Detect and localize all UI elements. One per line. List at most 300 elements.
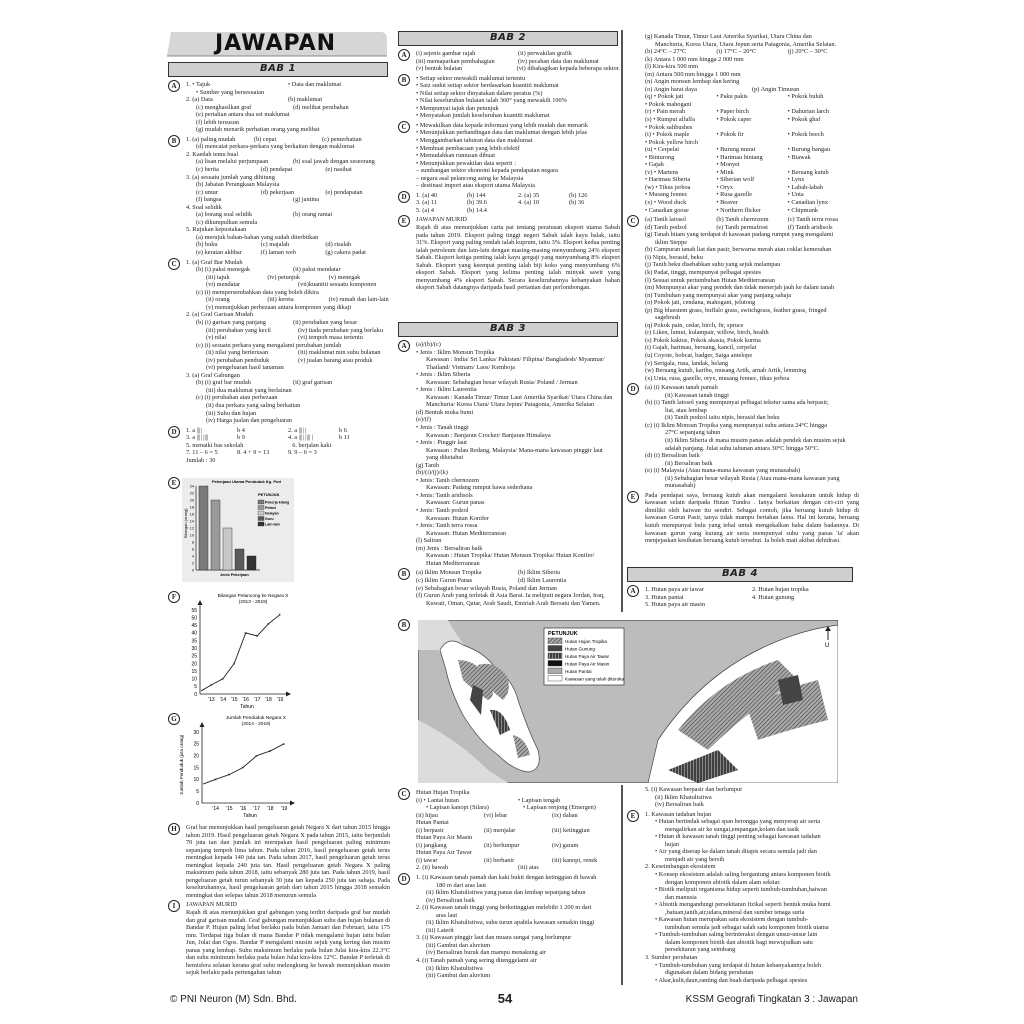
answer-text: (f) lebih tersusun: [196, 118, 240, 126]
answer-line: [168, 427, 390, 435]
answer-line: [627, 314, 859, 322]
answer-text: • Lapisan tengah: [518, 796, 561, 804]
answer-text: • Jenis : Iklim Monsun Tropika: [416, 348, 495, 356]
answer-line: [398, 137, 620, 145]
answer-line: [627, 63, 859, 71]
answer-text: (w) • Tikus jerboa: [645, 183, 691, 191]
x-tick-label: '16: [239, 806, 247, 812]
answer-text: • Setiap sektor mewakili maklumat tertentu: [416, 74, 526, 82]
answer-line: [168, 442, 390, 450]
answer-text: (iii) atas: [518, 864, 539, 872]
answer-line: [168, 166, 390, 174]
answer-text: (l) Kira-kira 500 mm: [645, 63, 698, 71]
answer-text: 7. 11 – 6 = 5: [186, 449, 218, 457]
answer-text: • Pokok mahogani: [645, 100, 692, 108]
answer-section: [398, 50, 620, 73]
y-tick-label: 4: [191, 554, 194, 559]
answer-text: • Lynx: [787, 176, 805, 184]
answer-line: [627, 299, 859, 307]
answer-line: [398, 160, 620, 168]
answer-paragraph: Graf bar menunjukkan hasil pengeluaran getah Negara X dari tahun 2015 hingga tahun 2019. Hasil pengeluaran getah Negara X pada tahun 2015, iaitu berjumlah 70 juta tan dan jumlah ini merupakan hasil pengeluaran paling minimum sepanjang tempoh lima tahun. Pada tahun 2016, hasil pengeluaran getah terus meningkat kepada 140 juta tan. Pada tahun 2017, hasil pengeluaran getah terus meningkat kepada 240 juta tan. Hasil pengeluaran getah Negara X paling maksimum pada tahun 2018, iaitu sebanyak 280 juta tan. Pada tahun 2019, hasil pengeluaran getah turun sebanyak 30 juta tan kepada 250 juta tan sahaja. Pada keseluruhannya, hasil pengeluaran getah dari tahun 2015 hingga 2018 semakin meningkat dan selepas tahun 2018 menurun semula: [186, 824, 390, 899]
answer-text: (ii) Iklim Siberia di mana musim panas adalah pendek dan musim sejuk: [665, 436, 846, 444]
answer-line: [398, 842, 620, 850]
answer-text: 4. a |||| |||| |: [288, 434, 314, 442]
answer-text: (g) Kanada Timur, Timur Laut Amerika Syarikat, Utara China dan: [645, 33, 812, 40]
answer-line: [627, 969, 859, 977]
answer-text: [788, 161, 859, 169]
answer-line: [627, 863, 859, 871]
answer-line: [398, 207, 620, 215]
legend-label: Pekerja kilang: [265, 500, 290, 505]
answer-text: (iii) memaparkan pembahagian: [416, 57, 495, 65]
answer-line: [398, 965, 620, 973]
answer-line: [168, 357, 390, 365]
answer-text: (e) pertalian antara dua set maklumat: [196, 111, 290, 119]
section-letter: E: [627, 491, 639, 503]
answer-text: • Chipmunk: [787, 206, 819, 214]
answer-text: (iv) petunjuk: [267, 273, 301, 281]
answer-text: (iv) Bersaliran buruk dan mampu menakung air: [426, 949, 546, 957]
answer-text: • Saiz sudut setiap sektor berdasarkan kuantiti maklumat: [416, 82, 559, 90]
answer-text: • Hutan di kawasan tanah tinggi penting sebagai kawasan tadahan: [655, 833, 821, 841]
answer-section: [398, 874, 620, 980]
answer-text: • Menggambarkan taburan data dan maklumat: [416, 137, 533, 145]
data-point: ×: [227, 772, 231, 778]
answer-text: • Hutan bertindak sebagai span berongga yang menyerap air serta: [655, 818, 820, 826]
answer-line: [627, 239, 859, 247]
answer-text: tumbuhan semula jadi sebagai salah satu komponen biotik utama: [665, 923, 829, 931]
answer-text: (ii) Iklim Khatulistiwa yang panas dan lembap sepanjang tahun: [426, 889, 586, 897]
y-tick-label: 30: [191, 645, 197, 652]
y-tick-label: 12: [189, 526, 194, 531]
answer-text: (ii) perwakilan grafik: [518, 50, 572, 57]
answer-line: [398, 499, 620, 507]
answer-line: [398, 447, 620, 455]
answer-text: (b) Iklim Siberia: [518, 569, 560, 577]
answer-paragraph: Pada pendapat saya, beruang kutub akan mengalami kesukaran untuk hidup di kawasan selain daripada Hutan Tundra . Ianya berkaitan dengan ciri-ciri yang dimiliki oleh haiwan itu sendiri. Sebagai contoh, jika beruang kutub hidup di kawasan Gurun Pasir, ianya tidak mampu bertahan lama. Hal ini kerana, beruang kutub mempunyai bulu yang tebal untuk mengekalkan haba dalam badannya. Di kawasan gurun yang kurang air serta mempunyai suhu yang panas 'ia' akan menjejaskan kesihatan beruang kutub tersebut. Ia boleh mati akibat dehidrasi.: [645, 491, 859, 545]
answer-text: • Membuat pembacaan yang lebih efektif: [416, 144, 520, 152]
answer-text: (iii) tajuk: [206, 273, 230, 281]
section-letter: D: [168, 426, 180, 438]
answer-line: [627, 437, 859, 445]
answer-text: (v) bentuk bulatan: [416, 65, 463, 73]
answer-text: 4. (i) Tanah pamah yang sering ditenggelami air: [416, 957, 537, 965]
y-tick-label: 22: [189, 491, 194, 496]
answer-text: (iv) tiada perubahan yang berlaku: [298, 326, 383, 334]
bar-chart: [182, 478, 294, 582]
section-letter: B: [398, 74, 410, 86]
answer-text: (ii) Kawasan tanah tinggi: [665, 391, 729, 399]
legend-label: Hutan Hujan Tropika: [565, 639, 607, 644]
svg-text:U: U: [825, 643, 830, 649]
x-axis-arrow-icon: [290, 801, 295, 806]
answer-line: [627, 445, 859, 453]
answer-text: (b) 126: [569, 191, 588, 199]
data-point: ×: [244, 630, 247, 636]
answer-text: (m) Antara 500 mm hingga 1 000 mm: [645, 70, 741, 78]
answer-line: [627, 56, 859, 64]
answer-text: • Unta: [787, 191, 804, 199]
bab1-answers-2: [168, 824, 390, 979]
answer-line: [627, 818, 859, 826]
answer-line: [168, 266, 390, 274]
answer-text: [339, 449, 390, 457]
answer-text: 3. a |||| ||||: [186, 434, 209, 442]
y-axis-arrow-icon: [200, 722, 205, 727]
x-tick-label: '14: [212, 806, 219, 812]
y-tick-label: 50: [191, 615, 197, 622]
answer-text: (iv) Harga jualan dan pengeluaran: [206, 417, 292, 425]
answer-text: (c) Iklim Gurun Panas: [416, 576, 473, 584]
answer-text: Manchuria, Korea Utara, Utara Jepun serta Patagonia, Amerika Selatan.: [655, 40, 837, 48]
answer-text: 5. (a) 4: [416, 206, 435, 214]
answer-text: • Harimau Siberia: [645, 176, 691, 184]
answer-section: [398, 216, 620, 291]
bab4-answers-c-d: [398, 789, 620, 982]
answer-line: [627, 916, 859, 924]
answer-text: • Mewakilkan data kepada informasi yang lebih mudah dan menarik: [416, 121, 588, 129]
answer-line: [398, 492, 620, 500]
line-chart: [178, 714, 298, 819]
answer-text: 2. (a) Data: [186, 96, 213, 104]
answer-line: [627, 886, 859, 894]
answer-text: • Kawasan hutan merupakan satu ekosistem dengan tumbuh-: [655, 916, 809, 924]
answer-text: (iv) perubahan penduduk: [206, 356, 270, 364]
answer-text: (vi) dibahagikan kepada beberapa sektor.: [516, 65, 620, 73]
section-letter: E: [627, 810, 639, 822]
section-letter: D: [398, 873, 410, 885]
answer-text: (k) Padat, tinggi, mempunyai pelbagai spesies: [645, 268, 761, 276]
answer-text: (a) Tanih latosol: [645, 216, 687, 224]
answer-line: [627, 360, 859, 368]
answer-text: (b) maklumat: [288, 96, 323, 104]
answer-line: [398, 934, 620, 942]
answer-text: Kawasan: Hutan Konifer: [426, 514, 489, 522]
answer-line: [168, 143, 390, 151]
y-tick-label: 25: [191, 653, 197, 660]
answer-text: (e) pendapatan: [325, 188, 363, 196]
column-divider: [621, 30, 623, 612]
answer-text: 5. Hutan paya air masin: [645, 601, 705, 609]
answer-line: [398, 592, 620, 600]
section-letter: E: [168, 477, 180, 489]
answer-text: 8. 4 + 9 = 13: [237, 449, 270, 457]
answer-line: [627, 407, 859, 415]
answer-text: • Abiotik mengandungi persekitaran fizikal seperti bentuk muka bumi: [655, 901, 831, 909]
answer-text: 3. Hutan pantai: [645, 593, 684, 601]
answer-line: [398, 65, 620, 73]
answer-line: [627, 811, 859, 819]
answer-line: [168, 81, 390, 89]
answer-text: (vi) mendatar: [206, 281, 241, 289]
answer-line: [398, 577, 620, 585]
section-letter: A: [398, 340, 410, 352]
x-tick-label: '14: [219, 697, 227, 703]
answer-text: (b) soal jawab dengan seseorang: [293, 158, 375, 166]
answer-section: [398, 192, 620, 215]
section-letter: H: [168, 823, 180, 835]
y-tick-label: 10: [193, 777, 199, 784]
answer-text: (g) Tanah hitam yang terdapat di kawasan padang rumput yang mengalami: [645, 231, 834, 239]
answer-line: [168, 410, 390, 418]
x-tick-label: '17: [253, 806, 260, 812]
answer-text: (iii) ketinggian: [552, 826, 590, 834]
answer-line: [398, 90, 620, 98]
answer-line: [627, 801, 859, 809]
answer-text: b 11: [339, 434, 350, 442]
answer-text: • Jenis: Tanih chernozem: [416, 476, 480, 484]
answer-text: (c) (i) mempersembahkan data yang boleh dikira: [196, 288, 319, 296]
answer-line: [627, 909, 859, 917]
answer-text: Kawasan: Padang rumput hawa sederhana: [426, 484, 533, 492]
answer-line: [627, 794, 859, 802]
answer-line: [398, 904, 620, 912]
answer-section: [168, 901, 390, 976]
answer-line: [627, 277, 859, 285]
answer-text: (e) Sebahagian besar wilayah Rusia, Poland dan Jerman: [416, 584, 557, 592]
answer-line: [627, 71, 859, 79]
answer-text: • Biotik meliputi organisma hidup seperti tumbuh-tumbuhan,haiwan: [655, 886, 827, 894]
answer-text: • Oryx: [716, 183, 734, 191]
answer-text: • Canadian lynx: [787, 199, 828, 207]
y-axis-label: Jumlah Penduduk (juta orang): [179, 734, 184, 795]
answer-line: [627, 124, 859, 132]
answer-line: [398, 484, 620, 492]
answer-line: [168, 327, 390, 335]
answer-text: (t) Gajah, harimau, beruang, kancil, cerpelai: [645, 344, 757, 352]
answer-line: [627, 322, 859, 330]
answer-text: (u) • Cerpelai: [645, 146, 680, 154]
answer-text: (v) menunjukkan perbezaan antara komponen yang dikaji: [206, 303, 352, 311]
answer-line: [168, 457, 390, 465]
section-letter: A: [398, 49, 410, 61]
answer-line: [398, 454, 620, 462]
answer-text: (c) berita: [196, 166, 219, 174]
answer-text: (iii) perubahan yang kecil: [206, 326, 271, 334]
answer-text: (b) (i) graf bar mudah: [196, 379, 251, 387]
answer-line: [627, 422, 859, 430]
legend-swatch: [548, 676, 562, 682]
answer-text: Jumlah : 30: [186, 456, 216, 464]
answer-line: [627, 231, 859, 239]
y-tick-label: 10: [189, 533, 194, 538]
answer-text: 1. (a) 40: [416, 191, 438, 199]
answer-line: [168, 334, 390, 342]
answer-line: [627, 467, 859, 475]
answer-line: [627, 269, 859, 277]
answer-section: [627, 586, 859, 609]
answer-text: (r) Liken, lumut, kulampair, willow, birch, health: [645, 329, 769, 337]
x-tick-label: '17: [253, 697, 261, 703]
answer-text: 2. Keseimbangan ekosistem: [645, 863, 716, 871]
answer-text: • Jenis : Iklim Laurentia: [416, 386, 477, 394]
answer-line: [398, 182, 620, 190]
answer-line: [398, 864, 620, 872]
answer-text: 1. (a) Graf Bar Mudah: [186, 258, 243, 266]
answer-line: [627, 146, 859, 154]
bab-4-header: BAB 4: [627, 567, 853, 582]
answer-text: • Gajah: [645, 161, 664, 169]
answer-line: [627, 879, 859, 887]
answer-line: [398, 122, 620, 130]
section-letter: B: [168, 135, 180, 147]
answer-text: • Rusa gazelle: [716, 191, 753, 199]
answer-line: [398, 152, 620, 160]
section-letter: A: [168, 80, 180, 92]
answer-text: (d) Tanih podzol: [645, 223, 687, 231]
forest-map: [418, 620, 838, 783]
legend-swatch: [548, 668, 562, 674]
answer-text: liat, atau lembap: [665, 406, 707, 414]
answer-text: (iv) rumah dan lain-lain: [328, 296, 389, 304]
answer-text: (d) Bentuk muka bumi: [416, 408, 474, 416]
answer-line: [168, 434, 390, 442]
x-tick-label: '19: [276, 697, 284, 703]
chart-title: Jumlah Penduduk Negara X: [226, 716, 286, 721]
answer-section: [398, 122, 620, 190]
y-tick-label: 20: [191, 661, 197, 668]
answer-text: (c) (i) perubahan atau perbezaan: [196, 394, 278, 402]
answer-line: [168, 89, 390, 97]
answer-text: 1. (a) paling mudah: [186, 135, 236, 143]
answer-text: (iv) garam: [552, 841, 579, 849]
answer-line: [398, 874, 620, 882]
answer-line: [627, 184, 859, 192]
answer-text: (c) umur: [196, 188, 218, 196]
bab-3-header: BAB 3: [398, 322, 618, 337]
data-point: ×: [221, 676, 224, 682]
answer-text: munasabah): [665, 482, 696, 490]
data-point: ×: [255, 753, 258, 759]
bab-2-header: BAB 2: [398, 31, 618, 46]
answer-text: • Burung murai: [716, 146, 756, 154]
answer-line: [627, 977, 859, 985]
answer-line: [627, 871, 859, 879]
answer-text: (i) Nipis, berasid, beku: [645, 253, 703, 261]
x-tick-label: '19: [280, 806, 288, 812]
answer-text: • Menunjukkan pewakilan data seperti :: [416, 159, 516, 167]
bab3-answers-cont: [627, 33, 859, 547]
answer-text: (ii) paksi mendatar: [293, 266, 341, 274]
legend-swatch: [548, 661, 562, 667]
answer-line: [627, 826, 859, 834]
answer-section: [627, 492, 859, 545]
answer-text: menjadi air yang bersih: [665, 855, 725, 863]
answer-text: (v) nilai: [206, 334, 227, 342]
bar: [199, 486, 208, 570]
answer-text: 1. a ||||: [186, 426, 202, 434]
answer-line: [627, 169, 859, 177]
answer-line: [168, 196, 390, 204]
answer-text: (b) Jabatan Perangkaan Malaysia: [196, 181, 280, 189]
answer-text: Hutan Hujan Tropika: [416, 789, 470, 796]
y-tick-label: 15: [191, 668, 197, 675]
answer-line: [627, 86, 859, 94]
answer-line: [627, 352, 859, 360]
answer-text: • Air yang diserap ke dalam tanah ditapis secara semula jadi dan: [655, 848, 817, 856]
answer-text: (b) 39.6: [467, 199, 487, 207]
answer-text: (ii) Tanih podzol iaitu nipis, berasid dan beku: [665, 414, 780, 422]
data-point: ×: [214, 776, 217, 782]
answer-text: 2. a |||| |: [288, 426, 307, 434]
answer-line: [627, 414, 859, 422]
answer-text: (i) • Lantai hutan: [416, 796, 459, 804]
data-point: ×: [268, 748, 272, 754]
answer-line: [627, 131, 859, 139]
section-letter: C: [398, 121, 410, 133]
legend-swatch: [548, 653, 562, 659]
answer-text: (iii) Laterit: [426, 926, 454, 934]
y-tick-label: 0: [191, 568, 194, 573]
answer-text: • Jenis : Tanah tinggi: [416, 424, 469, 432]
answer-text: (iv) pecahan data dan maklumat: [518, 57, 599, 65]
x-tick-label: '18: [265, 697, 272, 703]
answer-line: [398, 145, 620, 153]
answer-text: • Jenis : Iklim Siberia: [416, 371, 471, 379]
answer-line: [168, 96, 390, 104]
y-tick-label: 5: [194, 684, 197, 691]
answer-line: [398, 827, 620, 835]
answer-text: (ii) graf garisan: [293, 379, 333, 387]
answer-line: [168, 111, 390, 119]
answer-text: (ii) Sebahagian besar wilayah Rusia (Atau mana-mana kawasan yang: [665, 474, 840, 482]
answer-text: (c) (i) sesuatu perkara yang mengalami perubahan jumlah: [196, 341, 342, 349]
y-tick-label: 2: [191, 561, 194, 566]
answer-text: digunakan dalam bidang perubatan: [665, 969, 754, 977]
answer-text: (d) melihat perubahan: [293, 103, 349, 111]
y-tick-label: 8: [191, 540, 194, 545]
answer-line: [398, 957, 620, 965]
answer-text: • Jenis: Tanih aridisols: [416, 491, 473, 499]
answer-text: (ii) berbanir: [484, 856, 515, 864]
answer-text: (ii) berlumpur: [484, 841, 520, 849]
answer-text: b 9: [237, 434, 245, 442]
answer-section: [398, 789, 620, 872]
answer-line: [627, 399, 859, 407]
y-tick-label: 30: [193, 729, 199, 736]
answer-line: [168, 104, 390, 112]
answer-text: (c) menghasilkan graf: [196, 103, 252, 111]
data-point: ×: [241, 765, 245, 771]
answer-line: [398, 82, 620, 90]
answer-text: (d) risalah: [325, 241, 352, 249]
answer-text: (iii) Gambut dan aluvium: [426, 941, 491, 949]
legend-swatch: [258, 511, 264, 515]
legend-label: Nelayan: [265, 511, 279, 516]
answer-text: • Menyatakan jumlah keseluruhan kuantiti maklumat: [416, 112, 550, 120]
answer-text: (b) (i) paksi menegak: [196, 266, 251, 274]
answer-line: [627, 452, 859, 460]
answer-line: [627, 199, 859, 207]
answer-text: (ii) Iklim Khatulistiwa, suhu turun apabila kawasan semakin tinggi: [426, 919, 595, 927]
answer-text: (v) menegak: [328, 273, 361, 281]
section-letter: F: [168, 591, 180, 603]
answer-text: • Musang fennec: [645, 191, 688, 199]
section-letter: E: [398, 215, 410, 227]
answer-text: • Nilai keseluruhan bulatan ialah 360° yang mewakili 100%: [416, 97, 567, 105]
answer-text: (g) mudah menarik perhatian orang yang melihat: [196, 126, 320, 134]
answer-text: (h) 24°C – 27°C: [645, 48, 687, 56]
answer-text: • Paper birch: [716, 108, 749, 116]
answer-line: [398, 569, 620, 577]
answer-line: [168, 349, 390, 357]
data-point: ×: [282, 741, 286, 747]
answer-text: Kawasan: Gurun panas: [426, 499, 485, 507]
answer-line: [627, 384, 859, 392]
answer-text: 3. (a) sesuatu jumlah yang dihitung: [186, 173, 275, 181]
answer-text: (q) • Pokok jati: [645, 93, 684, 101]
answer-text: (i) tawar: [416, 856, 438, 864]
